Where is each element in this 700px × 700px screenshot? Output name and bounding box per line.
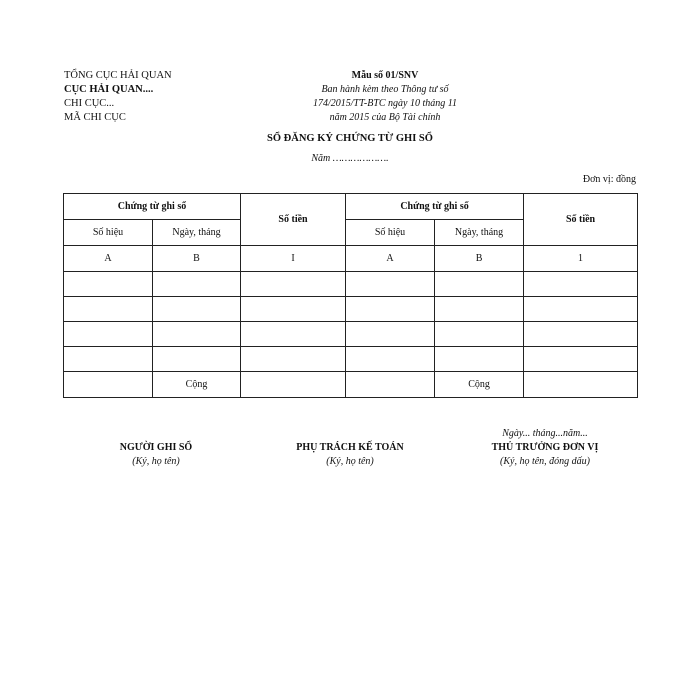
table-cell[interactable]	[153, 322, 241, 347]
agency-line-general-department: TỔNG CỤC HẢI QUAN	[64, 70, 172, 81]
currency-unit: Đơn vị: đồng	[582, 174, 636, 185]
form-reference-line-3: năm 2015 của Bộ Tài chính	[329, 112, 441, 123]
form-number: Mẫu số 01/SNV	[351, 70, 419, 81]
signature-date-line: Ngày... tháng...năm...	[502, 428, 588, 439]
table-row	[64, 347, 638, 372]
signature-role: THỦ TRƯỞNG ĐƠN VỊ	[491, 442, 599, 453]
total-label-left: Cộng	[153, 372, 241, 398]
column-code: A	[346, 246, 435, 272]
table-cell[interactable]	[524, 322, 638, 347]
amount-header-left: Số tiền	[241, 194, 346, 246]
table-cell[interactable]	[64, 372, 153, 398]
table-cell[interactable]	[435, 322, 524, 347]
table-cell[interactable]	[524, 347, 638, 372]
agency-line-department: CỤC HẢI QUAN....	[64, 84, 154, 95]
amount-header-right: Số tiền	[524, 194, 638, 246]
signature-head-of-unit	[470, 441, 620, 469]
table-cell[interactable]	[64, 322, 153, 347]
signature-note: (Ký, họ tên, đóng dấu)	[500, 456, 590, 467]
total-amount-right[interactable]	[524, 372, 638, 398]
voucher-group-header-left: Chứng từ ghi sổ	[64, 194, 241, 220]
document-year-line: Năm ……………….	[311, 153, 389, 164]
column-code: 1	[524, 246, 638, 272]
column-code: B	[153, 246, 241, 272]
table-cell[interactable]	[435, 272, 524, 297]
form-reference	[300, 69, 470, 125]
table-cell[interactable]	[435, 297, 524, 322]
signature-role: PHỤ TRÁCH KẾ TOÁN	[296, 442, 404, 453]
table-row	[64, 322, 638, 347]
total-label-right: Cộng	[435, 372, 524, 398]
signature-recorder	[96, 441, 216, 469]
date-subheader-left: Ngày, tháng	[153, 220, 241, 246]
date-subheader-right: Ngày, tháng	[435, 220, 524, 246]
total-row	[64, 372, 638, 398]
signature-role: NGƯỜI GHI SỔ	[119, 442, 193, 453]
agency-line-branch-code: MÃ CHI CỤC	[64, 112, 126, 123]
signature-accountant	[275, 441, 425, 469]
document-title: SỔ ĐĂNG KÝ CHỨNG TỪ GHI SỔ	[267, 133, 433, 144]
table-cell[interactable]	[241, 297, 346, 322]
voucher-group-header-right: Chứng từ ghi sổ	[346, 194, 524, 220]
form-reference-line-2: 174/2015/TT-BTC ngày 10 tháng 11	[312, 98, 458, 109]
table-cell[interactable]	[153, 272, 241, 297]
column-code: I	[241, 246, 346, 272]
form-reference-line-1: Ban hành kèm theo Thông tư số	[321, 84, 449, 95]
agency-line-branch: CHI CỤC...	[64, 98, 115, 109]
table-cell[interactable]	[241, 347, 346, 372]
table-header-row	[64, 194, 638, 220]
table-cell[interactable]	[241, 272, 346, 297]
total-amount-left[interactable]	[241, 372, 346, 398]
table-cell[interactable]	[524, 272, 638, 297]
table-cell[interactable]	[64, 297, 153, 322]
table-row	[64, 297, 638, 322]
signature-note: (Ký, họ tên)	[132, 456, 180, 467]
table-cell[interactable]	[153, 297, 241, 322]
table-cell[interactable]	[64, 272, 153, 297]
signature-note: (Ký, họ tên)	[326, 456, 374, 467]
table-cell[interactable]	[153, 347, 241, 372]
number-subheader-right: Số hiệu	[346, 220, 435, 246]
table-cell[interactable]	[435, 347, 524, 372]
table-cell[interactable]	[241, 322, 346, 347]
column-code: A	[64, 246, 153, 272]
number-subheader-left: Số hiệu	[64, 220, 153, 246]
table-cell[interactable]	[64, 347, 153, 372]
table-cell[interactable]	[346, 322, 435, 347]
table-cell[interactable]	[346, 372, 435, 398]
agency-header	[64, 69, 172, 125]
table-cell[interactable]	[346, 347, 435, 372]
column-code: B	[435, 246, 524, 272]
voucher-register-table	[63, 193, 638, 398]
table-cell[interactable]	[346, 272, 435, 297]
table-row	[64, 272, 638, 297]
table-cell[interactable]	[524, 297, 638, 322]
column-code-row	[64, 246, 638, 272]
table-cell[interactable]	[346, 297, 435, 322]
